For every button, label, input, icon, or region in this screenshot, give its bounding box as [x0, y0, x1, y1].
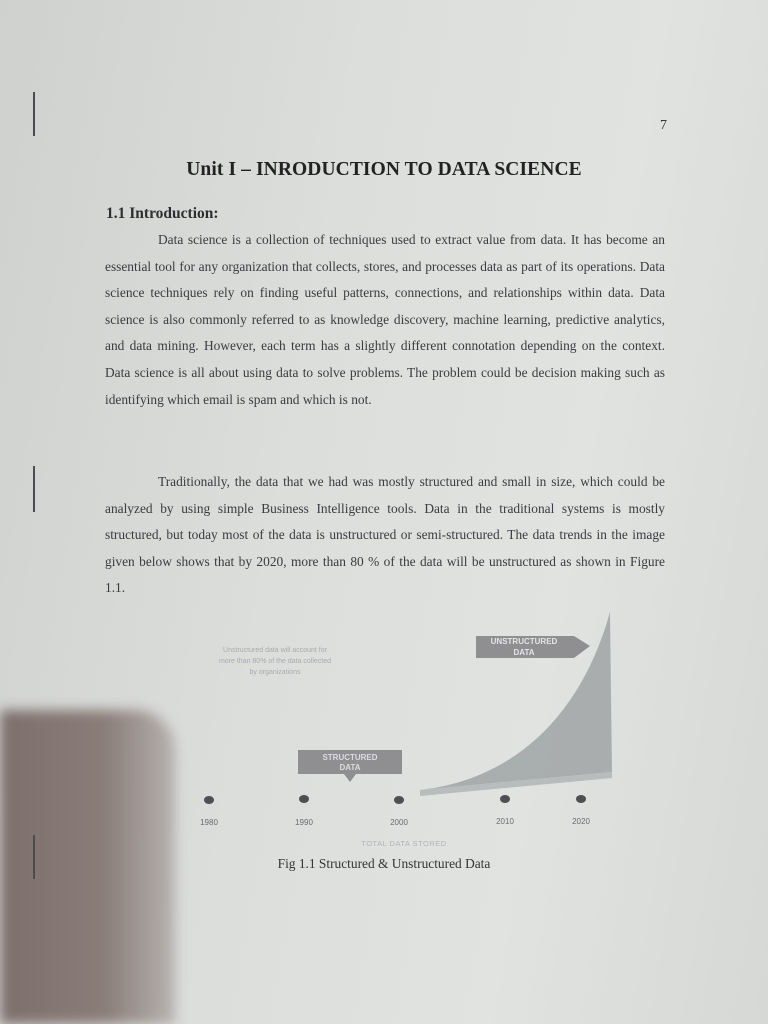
label-text: STRUCTURED: [322, 753, 378, 762]
binder-hole-mark: [33, 92, 35, 136]
timeline-dot: [204, 796, 214, 804]
paragraph-intro: [105, 227, 665, 413]
paragraph-text: Data science is a collection of techniques used to extract value from data. It has become an essential tool for any organization that collects, stores, and processes data as part of its operations. Data science techniques rely on finding useful patterns, connections, and relationships within data. Data science is also commonly referred to as knowledge discovery, machine learning, predictive analytics, and data mining. However, each term has a slightly different connotation depending on the context. Data science is all about using data to solve problems. The problem could be decision making such as identifying which email is spam and which is not.: [105, 232, 665, 407]
binder-hole-mark: [33, 466, 35, 512]
unit-title: Unit I – INRODUCTION TO DATA SCIENCE: [186, 159, 582, 180]
year-label: 1980: [200, 818, 218, 827]
figure-caption: Fig 1.1 Structured & Unstructured Data: [277, 856, 491, 871]
unstructured-data-label: [476, 636, 590, 658]
page-number: 7: [660, 118, 667, 133]
figure-note: [219, 647, 331, 676]
section-heading: 1.1 Introduction:: [106, 205, 219, 222]
year-labels: [200, 817, 590, 827]
figure-graphic: [180, 600, 620, 860]
year-label: 2020: [572, 817, 590, 826]
label-text: UNSTRUCTURED: [490, 637, 558, 646]
year-label: 2000: [390, 818, 408, 827]
note-line: by organizations: [249, 669, 301, 676]
paragraph-traditional: [105, 469, 665, 602]
label-text: DATA: [513, 648, 535, 657]
axis-caption: TOTAL DATA STORED: [361, 839, 447, 848]
year-label: 1990: [295, 818, 313, 827]
note-line: more than 80% of the data collected: [218, 658, 332, 665]
timeline-dot: [394, 796, 404, 804]
structured-data-label: [298, 750, 402, 782]
timeline-dots: [204, 795, 586, 804]
label-text: DATA: [339, 763, 361, 772]
structured-unstructured-figure: [180, 600, 620, 860]
year-label: 2010: [496, 817, 514, 826]
paragraph-text: Traditionally, the data that we had was mostly structured and small in size, which could be analyzed by using simple Business Intelligence tools. Data in the traditional systems is mostly structured, but today most of the data is unstructured or semi-structured. The data trends in the image given below shows that by 2020, more than 80 % of the data will be unstructured as shown in Figure 1.1.: [105, 474, 665, 596]
timeline-dot: [500, 795, 510, 803]
timeline-dot: [299, 795, 309, 803]
timeline-dot: [576, 795, 586, 803]
note-line: Unstructured data will account for: [223, 647, 327, 654]
